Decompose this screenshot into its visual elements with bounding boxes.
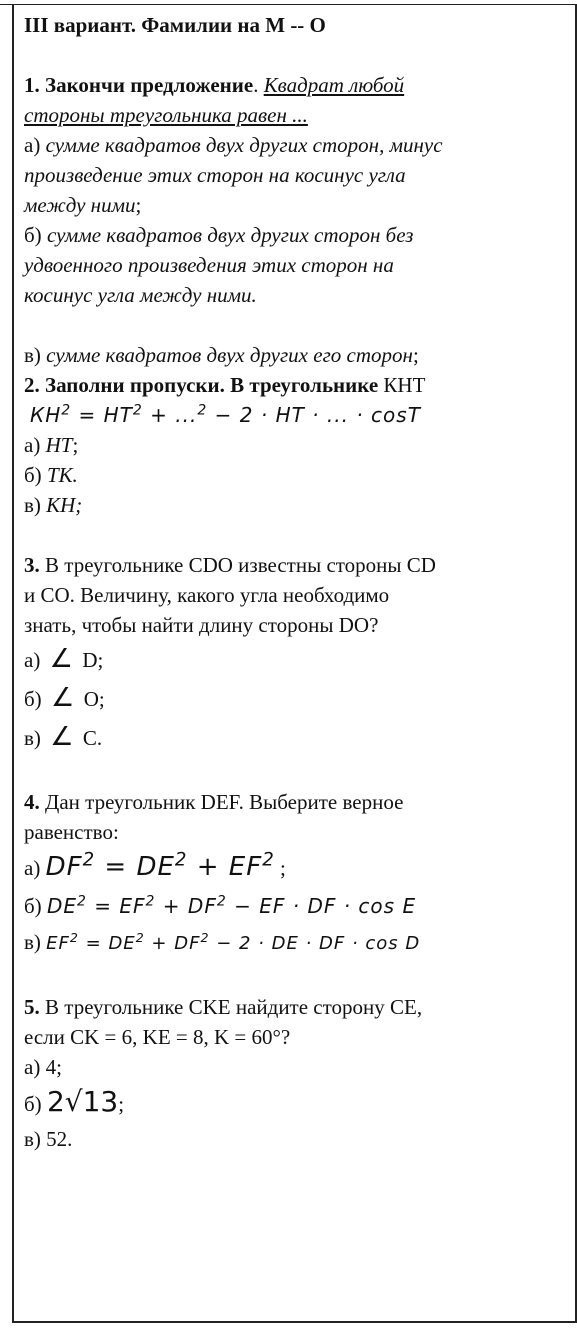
q4-text1: Дан треугольник DEF. Выберите верное xyxy=(39,790,404,814)
q5-option-b-label: б) xyxy=(24,1092,47,1116)
q1-option-c-label: в) xyxy=(24,343,47,367)
q1-option-c-end: ; xyxy=(412,343,419,367)
q3-option-c xyxy=(24,718,564,757)
q2-option-a-text: НТ xyxy=(45,433,73,457)
q3-option-a xyxy=(24,640,564,679)
q3-option-a-label: а) xyxy=(24,648,41,672)
q2-option-c-text: КН; xyxy=(46,493,83,517)
q2-option-a-end: ; xyxy=(72,433,79,457)
q2-triangle: КНТ xyxy=(378,373,426,397)
q4-c-exp2: 2 xyxy=(135,930,145,945)
q5-text1: В треугольнике CKE найдите сторону CE, xyxy=(39,995,423,1019)
q3-option-b-label: б) xyxy=(24,687,42,711)
q4-option-a xyxy=(24,847,564,888)
q2-formula-exp3: 2 xyxy=(197,402,208,419)
worksheet xyxy=(24,8,564,1154)
q3-prompt-line3: знать, чтобы найти длину стороны DO? xyxy=(24,613,379,637)
q4-c-exp3: 2 xyxy=(200,930,210,945)
q2-option-a xyxy=(24,430,564,460)
q4-option-a-end: ; xyxy=(274,856,286,880)
q4-a-exp1: 2 xyxy=(82,849,96,871)
sqrt-icon: √13 xyxy=(64,1085,119,1118)
q1-option-a-line3 xyxy=(24,190,564,220)
q5-prompt-line2: если CK = 6, KE = 8, K = 60°? xyxy=(24,1025,291,1049)
q5-prompt-line1 xyxy=(24,992,564,1022)
q3-prompt-line1 xyxy=(24,550,564,580)
q5-number: 5. xyxy=(24,995,40,1019)
q4-number: 4. xyxy=(24,790,40,814)
angle-icon: ∠ xyxy=(49,644,73,674)
q2-formula-part3: + ... xyxy=(142,403,198,427)
q3-prompt-line2: и CO. Величину, какого угла необходимо xyxy=(24,583,390,607)
q2-formula-exp2: 2 xyxy=(132,402,143,419)
q2-formula-part2: = НТ xyxy=(71,403,133,427)
q5-option-b-end: ; xyxy=(118,1092,125,1116)
q4-prompt-line2: равенство: xyxy=(24,820,119,844)
q4-b-term2: = EF xyxy=(86,894,146,918)
q4-c-term2: = DE xyxy=(78,933,136,954)
q3-option-c-text: C. xyxy=(82,726,103,750)
q2-option-c xyxy=(24,490,564,520)
q1-option-a-label: а) xyxy=(24,133,46,157)
q2-formula-part4: − 2 · НТ · ... · cosТ xyxy=(207,403,421,427)
q1-lead: 1. Закончи предложение xyxy=(24,73,254,97)
q3-option-c-label: в) xyxy=(24,726,41,750)
q1-option-a-text1: сумме квадратов двух других сторон, минус xyxy=(45,133,443,157)
q1-option-b-line2: удвоенного произведения этих сторон на xyxy=(24,253,394,277)
q4-a-exp3: 2 xyxy=(262,849,275,871)
q1-option-c-text: сумме квадратов двух других его сторон xyxy=(46,343,413,367)
q3-option-a-text: D; xyxy=(82,648,104,672)
q4-option-b xyxy=(24,888,564,924)
angle-icon: ∠ xyxy=(51,683,75,713)
q4-a-term3: + EF xyxy=(187,852,263,882)
q4-option-b-label: б) xyxy=(24,894,47,918)
q4-a-exp2: 2 xyxy=(174,849,188,871)
q2-option-a-label: а) xyxy=(24,433,46,457)
q1-option-a-line1 xyxy=(24,130,564,160)
q1-prompt-line2: стороны треугольника равен ... xyxy=(24,103,308,127)
q1-option-b-line1 xyxy=(24,220,564,250)
q4-b-term1: DE xyxy=(46,894,77,918)
q1-option-a-line2: произведение этих сторон на косинус угла xyxy=(24,163,406,187)
q2-option-c-label: в) xyxy=(24,493,47,517)
q4-c-term4: − 2 · DE · DF · cos D xyxy=(209,933,421,954)
q5-option-b xyxy=(24,1082,564,1124)
q1-option-c xyxy=(24,340,564,370)
q2-lead: 2. Заполни пропуски. В треугольнике xyxy=(24,373,379,397)
q2-formula-part1: КН xyxy=(30,403,62,427)
q4-option-c-label: в) xyxy=(24,930,47,954)
q4-prompt-line1 xyxy=(24,787,564,817)
q2-formula-exp1: 2 xyxy=(61,402,72,419)
q4-a-term2: = DE xyxy=(95,852,175,882)
q4-option-a-label: а) xyxy=(24,856,46,880)
q1-option-b-text1: сумме квадратов двух других сторон без xyxy=(46,223,414,247)
q5-b-coefficient: 2 xyxy=(46,1085,65,1118)
q1-option-a-text3: между ними xyxy=(24,193,136,217)
q2-option-b-label: б) xyxy=(24,463,47,487)
q3-number: 3. xyxy=(24,553,40,577)
q1-option-a-end: ; xyxy=(135,193,142,217)
q3-option-b-text: O; xyxy=(83,687,105,711)
q1-option-b-label: б) xyxy=(24,223,47,247)
q3-option-b xyxy=(24,679,564,718)
q2-formula xyxy=(30,400,564,430)
q1-prompt-start: Квадрат любой xyxy=(263,73,405,97)
q4-b-exp1: 2 xyxy=(76,893,87,910)
q5-option-a: а) 4; xyxy=(24,1055,62,1079)
q5-option-c: в) 52. xyxy=(24,1127,73,1151)
q2-option-b xyxy=(24,460,564,490)
variant-title: III вариант. Фамилии на М -- О xyxy=(24,13,326,37)
q4-a-term1: DF xyxy=(45,852,83,882)
q3-text1: В треугольнике CDO известны стороны CD xyxy=(39,553,436,577)
q4-b-exp2: 2 xyxy=(145,893,156,910)
q4-b-term3: + DF xyxy=(155,894,217,918)
q4-option-c xyxy=(24,924,564,962)
q4-b-term4: − EF · DF · cos E xyxy=(226,894,417,918)
angle-icon: ∠ xyxy=(50,722,74,752)
q1-dot: . xyxy=(253,73,264,97)
q2-prompt xyxy=(24,370,564,400)
q2-option-b-text: ТК. xyxy=(46,463,78,487)
q1-option-b-line3: косинус угла между ними. xyxy=(24,283,257,307)
q4-b-exp3: 2 xyxy=(216,893,227,910)
q4-c-term1: EF xyxy=(46,933,70,954)
q1-prompt-line1 xyxy=(24,70,564,100)
q4-c-term3: + DF xyxy=(144,933,201,954)
q4-c-exp1: 2 xyxy=(69,930,79,945)
